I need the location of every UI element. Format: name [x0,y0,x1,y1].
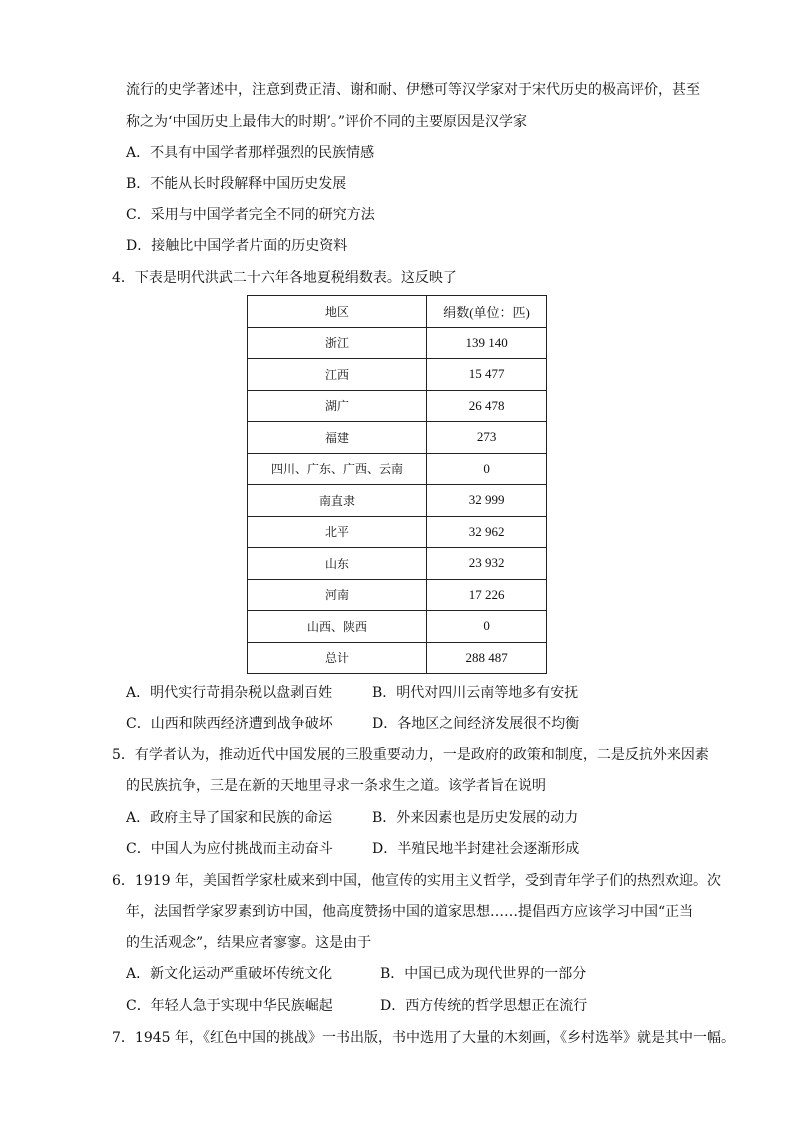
q4-stem: 4．下表是明代洪武二十六年各地夏税绢数表。这反映了 [112,270,457,286]
table-row [248,485,547,517]
table-cell-amount: 0 [427,453,547,485]
table-cell-region: 浙江 [248,327,427,359]
table-cell-amount: 23 932 [427,548,547,580]
q6-option-d: D．西方传统的哲学思想正在流行 [380,998,588,1014]
q4-option-d: D．各地区之间经济发展很不均衡 [372,716,580,732]
q3-option-a: A．不具有中国学者那样强烈的民族情感 [126,145,375,161]
table-header-region: 地区 [248,296,427,328]
q3-option-d: D．接触比中国学者片面的历史资料 [126,238,348,254]
table-row [248,390,547,422]
q5-stem-line-2: 的民族抗争，三是在新的天地里寻求一条求生之道。该学者旨在说明 [126,778,546,794]
table-cell-region: 河南 [248,579,427,611]
table-cell-region: 山西、陕西 [248,611,427,643]
table-row [248,579,547,611]
table-cell-region: 山东 [248,548,427,580]
q4-option-a: A．明代实行苛捐杂税以盘剥百姓 [126,685,333,701]
table-row [248,327,547,359]
table-cell-amount: 0 [427,611,547,643]
q5-stem-line-1: 5．有学者认为，推动近代中国发展的三股重要动力，一是政府的政策和制度，二是反抗外来因素 [112,747,709,763]
table-cell-amount: 139 140 [427,327,547,359]
table-row [248,516,547,548]
table-cell-amount: 32 962 [427,516,547,548]
table-cell-amount: 17 226 [427,579,547,611]
summer-tax-table [247,295,547,674]
q6-option-b: B．中国已成为现代世界的一部分 [380,966,587,982]
table-cell-amount: 273 [427,422,547,454]
q3-option-b: B．不能从长时段解释中国历史发展 [126,176,347,192]
q4-option-b: B．明代对四川云南等地多有安抚 [372,685,579,701]
q6-stem-line-3: 的生活观念”，结果应者寥寥。这是由于 [126,935,372,951]
table-row [248,548,547,580]
q3-stem-line-2: 称之为‘中国历史上最伟大的时期’。”评价不同的主要原因是汉学家 [126,114,528,130]
q6-stem-line-2: 年，法国哲学家罗素到访中国，他高度赞扬中国的道家思想……提倡西方应该学习中国“正当 [126,904,694,920]
q5-option-b: B．外来因素也是历史发展的动力 [372,810,579,826]
q3-stem-line-1: 流行的史学著述中，注意到费正清、谢和耐、伊懋可等汉学家对于宋代历史的极高评价，甚至 [126,82,700,98]
table-cell-region: 福建 [248,422,427,454]
table-row [248,611,547,643]
q5-option-a: A．政府主导了国家和民族的命运 [126,810,333,826]
q5-option-c: C．中国人为应付挑战而主动奋斗 [126,841,333,857]
table-header-row [248,296,547,328]
table-cell-amount: 32 999 [427,485,547,517]
q4-option-c: C．山西和陕西经济遭到战争破坏 [126,716,333,732]
table-row-total [248,642,547,674]
table-row [248,422,547,454]
table-cell-amount: 288 487 [427,642,547,674]
table-row [248,359,547,391]
table-cell-amount: 15 477 [427,359,547,391]
table-header-amount: 绢数(单位：匹) [427,296,547,328]
table-cell-region: 南直隶 [248,485,427,517]
q6-option-a: A．新文化运动严重破坏传统文化 [126,966,333,982]
table-row [248,453,547,485]
table-cell-region: 湖广 [248,390,427,422]
q6-stem-line-1: 6．1919 年，美国哲学家杜威来到中国，他宣传的实用主义哲学，受到青年学子们的热烈欢迎。次 [112,873,721,889]
q3-option-c: C．采用与中国学者完全不同的研究方法 [126,207,375,223]
q5-option-d: D．半殖民地半封建社会逐渐形成 [372,841,580,857]
table-cell-region: 总计 [248,642,427,674]
q7-stem-line-1: 7．1945 年，《红色中国的挑战》一书出版，书中选用了大量的木刻画，《乡村选举》就是其中一幅。 [112,1030,735,1046]
table-cell-region: 四川、广东、广西、云南 [248,453,427,485]
table-cell-region: 北平 [248,516,427,548]
q6-option-c: C．年轻人急于实现中华民族崛起 [126,998,333,1014]
table-cell-region: 江西 [248,359,427,391]
table-cell-amount: 26 478 [427,390,547,422]
